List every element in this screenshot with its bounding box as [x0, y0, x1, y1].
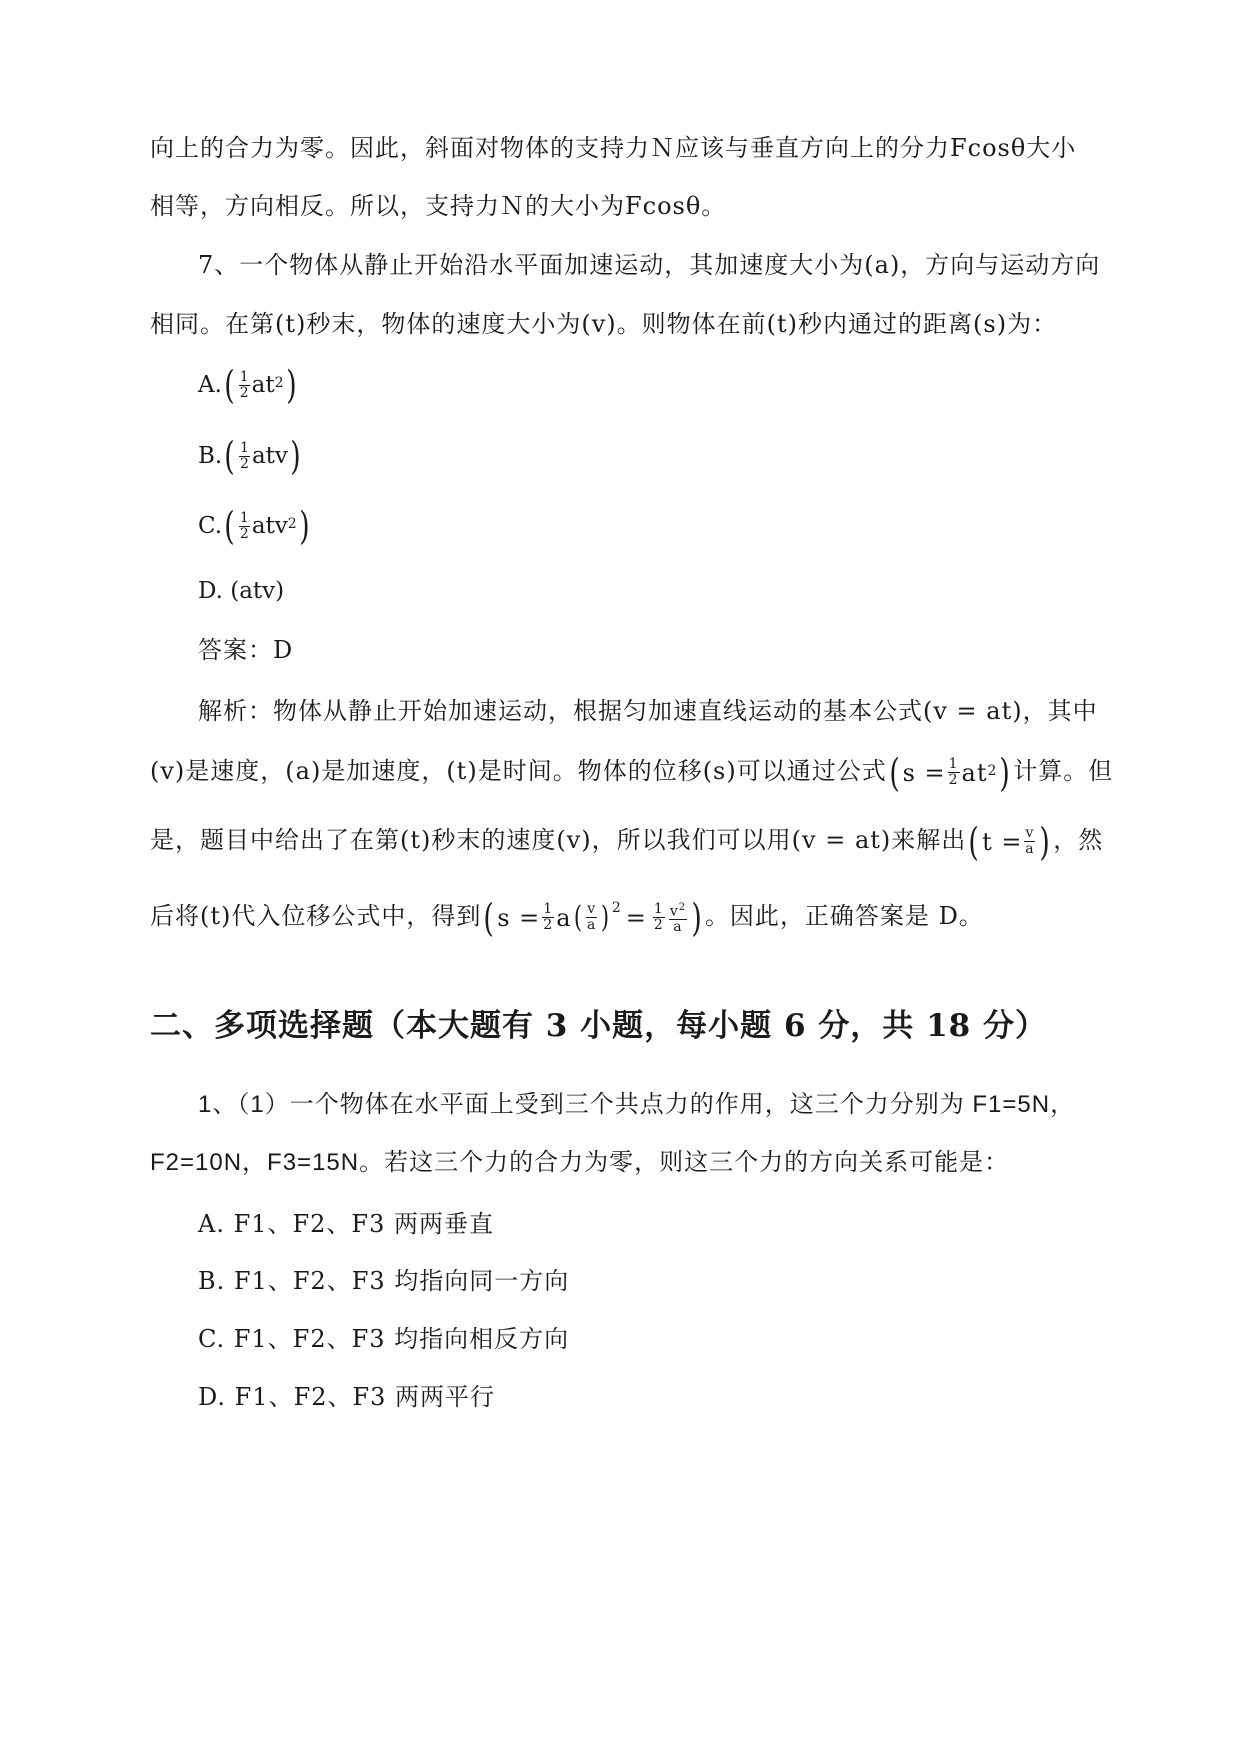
option-term: at	[251, 372, 275, 398]
fraction-numerator: 1	[543, 901, 554, 917]
question-1-line: F2=10N，F3=15N。若这三个力的合力为零，则这三个力的方向关系可能是：	[150, 1149, 1010, 1176]
fraction-denominator: 2	[948, 772, 959, 788]
fraction	[239, 511, 250, 542]
fraction	[948, 757, 960, 788]
option-label: C.	[198, 513, 223, 539]
paren-left: (	[968, 819, 980, 864]
analysis-line	[150, 738, 1114, 806]
option-a: A. F1、F2、F3 两两垂直	[198, 1210, 494, 1238]
fraction-numerator: 1	[240, 439, 249, 456]
fraction-numerator: 1	[948, 756, 959, 772]
formula-text: t =	[982, 827, 1023, 856]
formula-text: a	[556, 903, 572, 932]
analysis-text: 后将(t)代入位移公式中，得到	[150, 902, 482, 930]
fraction-denominator: a	[1025, 841, 1035, 857]
option-b: B. F1、F2、F3 均指向同一方向	[198, 1267, 570, 1295]
paragraph-line: 向上的合力为零。因此，斜面对物体的支持力Ｎ应该与垂直方向上的分力Fcosθ大小	[150, 134, 1077, 162]
formula-result	[481, 885, 705, 951]
paren-right: )	[601, 899, 610, 935]
paren-right: )	[290, 434, 301, 478]
fraction-denominator: 2	[543, 917, 554, 933]
analysis-text: 。因此，正确答案是 D。	[704, 902, 984, 930]
paren-right: )	[285, 363, 297, 407]
paragraph-line: 相等，方向相反。所以，支持力Ｎ的大小为Fcosθ。	[150, 192, 727, 220]
analysis-line: 解析：物体从静止开始加速运动，根据匀加速直线运动的基本公式(v = at)，其中	[198, 697, 1098, 725]
fraction	[586, 902, 597, 933]
superscript: 2	[611, 899, 622, 916]
paren-left: (	[483, 895, 495, 940]
fraction-denominator: a	[673, 919, 683, 936]
option-d: D. (atv)	[198, 578, 285, 604]
formula-text: s =	[902, 758, 946, 787]
option-b	[198, 434, 303, 478]
fraction-numerator: 1	[653, 901, 664, 917]
question-7-line: 7、一个物体从静止开始沿水平面加速运动，其加速度大小为(a)，方向与运动方向	[198, 251, 1101, 279]
fraction	[1024, 826, 1035, 857]
fraction-numerator: 1	[239, 509, 249, 526]
formula-text: s =	[497, 903, 541, 932]
option-a	[198, 363, 298, 407]
option-label: A.	[198, 372, 222, 398]
analysis-line	[150, 807, 1104, 875]
option-c	[198, 504, 312, 548]
paren-left: (	[224, 504, 235, 548]
option-term: atv	[251, 513, 288, 539]
section-heading: 二、多项选择题（本大题有 3 小题，每小题 6 分，共 18 分）	[150, 1008, 1048, 1044]
superscript: 2	[678, 901, 687, 913]
formula-text: =	[625, 903, 647, 932]
superscript: 2	[987, 762, 998, 779]
paren-right: )	[691, 895, 703, 940]
fraction-numerator-text: v	[669, 903, 679, 920]
fraction-numerator: v	[587, 901, 597, 917]
paren-right: )	[1039, 819, 1051, 864]
formula-text: at	[961, 758, 988, 787]
question-1-line: 1、（1）一个物体在水平面上受到三个共点力的作用，这三个力分别为 F1=5N，	[198, 1091, 1076, 1118]
fraction-numerator: v	[1025, 825, 1035, 841]
fraction	[542, 902, 554, 933]
formula-displacement	[887, 740, 1014, 806]
paren-right: )	[999, 750, 1011, 795]
fraction-denominator: 2	[653, 917, 664, 933]
answer-line: 答案：D	[198, 636, 294, 664]
fraction	[239, 441, 250, 472]
formula-time	[966, 809, 1053, 875]
fraction-numerator: 1	[239, 368, 249, 385]
analysis-line	[150, 883, 1090, 951]
superscript: 2	[287, 516, 297, 532]
option-c: C. F1、F2、F3 均指向相反方向	[198, 1325, 570, 1353]
fraction-denominator: 2	[240, 455, 249, 472]
superscript: 2	[274, 375, 284, 391]
fraction-denominator: 2	[239, 384, 249, 401]
analysis-text: 计算。但	[1013, 757, 1114, 785]
question-7-line: 相同。在第(t)秒末，物体的速度大小为(v)。则物体在前(t)秒内通过的距离(s)为：	[150, 310, 1058, 338]
paren-left: (	[573, 899, 583, 935]
fraction-numerator	[669, 900, 687, 921]
fraction	[653, 902, 665, 933]
paren-left: (	[224, 434, 235, 478]
option-label: B.	[198, 443, 223, 469]
paren-left: (	[224, 363, 235, 407]
fraction-denominator: a	[587, 917, 597, 933]
option-d: D. F1、F2、F3 两两平行	[198, 1383, 496, 1411]
analysis-text: 是，题目中给出了在第(t)秒末的速度(v)，所以我们可以用(v = at)来解出	[150, 826, 967, 854]
fraction-denominator: 2	[239, 525, 249, 542]
paren-left: (	[889, 750, 901, 795]
fraction	[669, 900, 687, 936]
paren-right: )	[298, 504, 310, 548]
analysis-text: ，然	[1053, 826, 1104, 854]
fraction	[239, 370, 250, 401]
option-term: atv	[251, 443, 288, 469]
analysis-text: (v)是速度，(a)是加速度，(t)是时间。物体的位移(s)可以通过公式	[150, 757, 887, 785]
